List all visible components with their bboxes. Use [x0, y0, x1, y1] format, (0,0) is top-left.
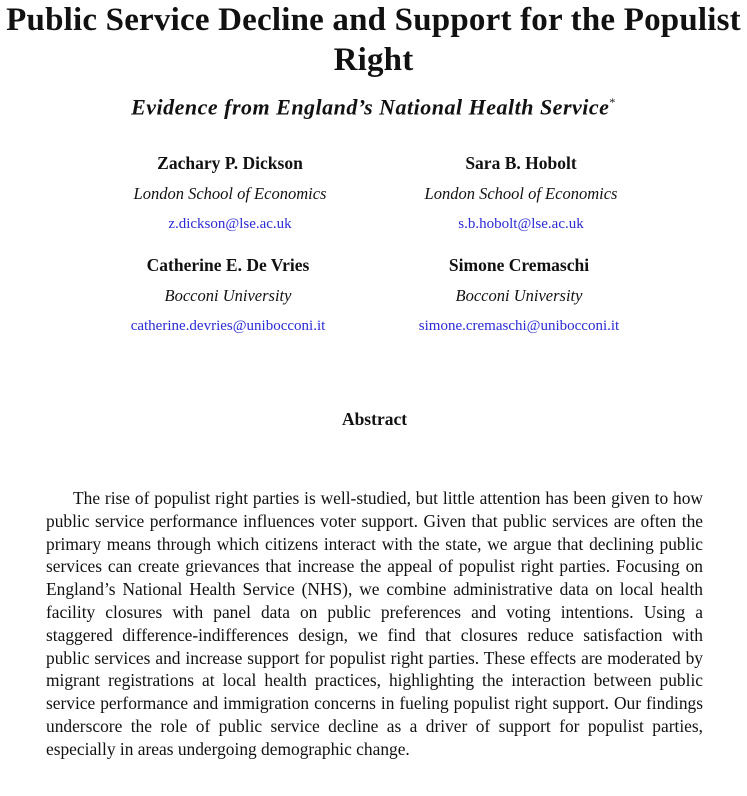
author-block-devries [68, 254, 388, 336]
author-email-link[interactable]: catherine.devries@unibocconi.it [130, 318, 326, 334]
abstract-heading: Abstract [341, 409, 408, 429]
author-block-cremaschi [359, 254, 679, 336]
subtitle-text: Evidence from England’s National Health Service [131, 94, 610, 120]
author-name: Catherine E. De Vries [146, 255, 310, 275]
paper-subtitle [0, 88, 747, 121]
author-affiliation: London School of Economics [424, 184, 618, 203]
author-name: Simone Cremaschi [448, 255, 590, 275]
author-email-link[interactable]: z.dickson@lse.ac.uk [168, 216, 292, 232]
author-email-link[interactable]: s.b.hobolt@lse.ac.uk [458, 216, 584, 232]
footnote-mark[interactable]: * [609, 95, 616, 109]
paper-title: Public Service Decline and Support for the Populist Right [6, 2, 741, 78]
author-affiliation: Bocconi University [455, 286, 583, 305]
abstract-text: The rise of populist right parties is well-studied, but little attention has been given to how public service performance influences voter support. Given that public services are often the primary means through which citizens interact with the state, we argue that declining public services can create grievances that increase the appeal of populist right parties. Focusing on England’s National Health Service (NHS), we combine administrative data on local health facility closures with panel data on public preferences and voting intentions. Using a staggered difference-indifferences design, we find that closures reduce satisfaction with public services and increase support for populist right parties. These effects are moderated by migrant registrations at local health practices, highlighting the interaction between public service performance and immigration concerns in fueling populist right support. Our findings underscore the role of public service decline as a driver of support for populist parties, especially in areas undergoing demographic change. [46, 488, 703, 759]
author-affiliation: London School of Economics [133, 184, 327, 203]
author-name: Sara B. Hobolt [465, 153, 577, 173]
author-affiliation: Bocconi University [164, 286, 292, 305]
author-block-dickson [70, 152, 390, 234]
author-block-hobolt [361, 152, 681, 234]
author-name: Zachary P. Dickson [157, 153, 303, 173]
author-email-link[interactable]: simone.cremaschi@unibocconi.it [418, 318, 620, 334]
